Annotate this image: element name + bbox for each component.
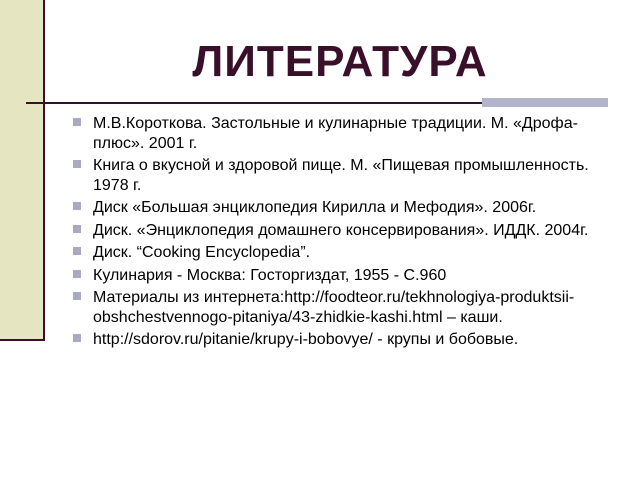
list-item	[73, 198, 623, 218]
list-item	[73, 156, 623, 195]
list-item-text: Книга о вкусной и здоровой пище. М. «Пищевая промышленность. 1978 г.	[93, 157, 589, 194]
list-item-text: Материалы из интернета:http://foodteor.ru/tekhnologiya-produktsii-obshchestvennogo-pitaniya/43-zhidkie-kashi.html – каши.	[93, 289, 575, 326]
list-item	[73, 114, 623, 153]
list-item-text: М.В.Короткова. Застольные и кулинарные традиции. М. «Дрофа-плюс». 2001 г.	[93, 115, 578, 152]
bibliography-list	[73, 114, 623, 353]
bullet-square-icon	[73, 270, 81, 278]
bullet-square-icon	[73, 292, 81, 300]
list-item-text: Диск. «Энциклопедия домашнего консервирования». ИДДК. 2004г.	[93, 221, 589, 239]
bullet-square-icon	[73, 202, 81, 210]
left-decor-bottom-line	[0, 339, 45, 341]
list-item	[73, 288, 623, 327]
left-decor-band	[0, 0, 43, 341]
bullet-square-icon	[73, 334, 81, 342]
bullet-square-icon	[73, 247, 81, 255]
bullet-square-icon	[73, 118, 81, 126]
bullet-square-icon	[73, 225, 81, 233]
bullet-square-icon	[73, 160, 81, 168]
list-item	[73, 221, 623, 241]
list-item	[73, 243, 623, 263]
list-item	[73, 266, 623, 286]
slide-title: ЛИТЕРАТУРА	[192, 37, 488, 86]
left-decor-line	[43, 0, 45, 341]
list-item	[73, 330, 623, 350]
list-item-text: Кулинария - Москва: Госторгиздат, 1955 - С.960	[93, 266, 447, 284]
title-divider-accent	[482, 98, 608, 107]
list-item-text: http://sdorov.ru/pitanie/krupy-i-bobovye/ - крупы и бобовые.	[93, 331, 519, 348]
list-item-text: Диск. “Cooking Encyclopedia”.	[93, 244, 311, 261]
list-item-text: Диск «Большая энциклопедия Кирилла и Мефодия». 2006г.	[93, 199, 537, 216]
